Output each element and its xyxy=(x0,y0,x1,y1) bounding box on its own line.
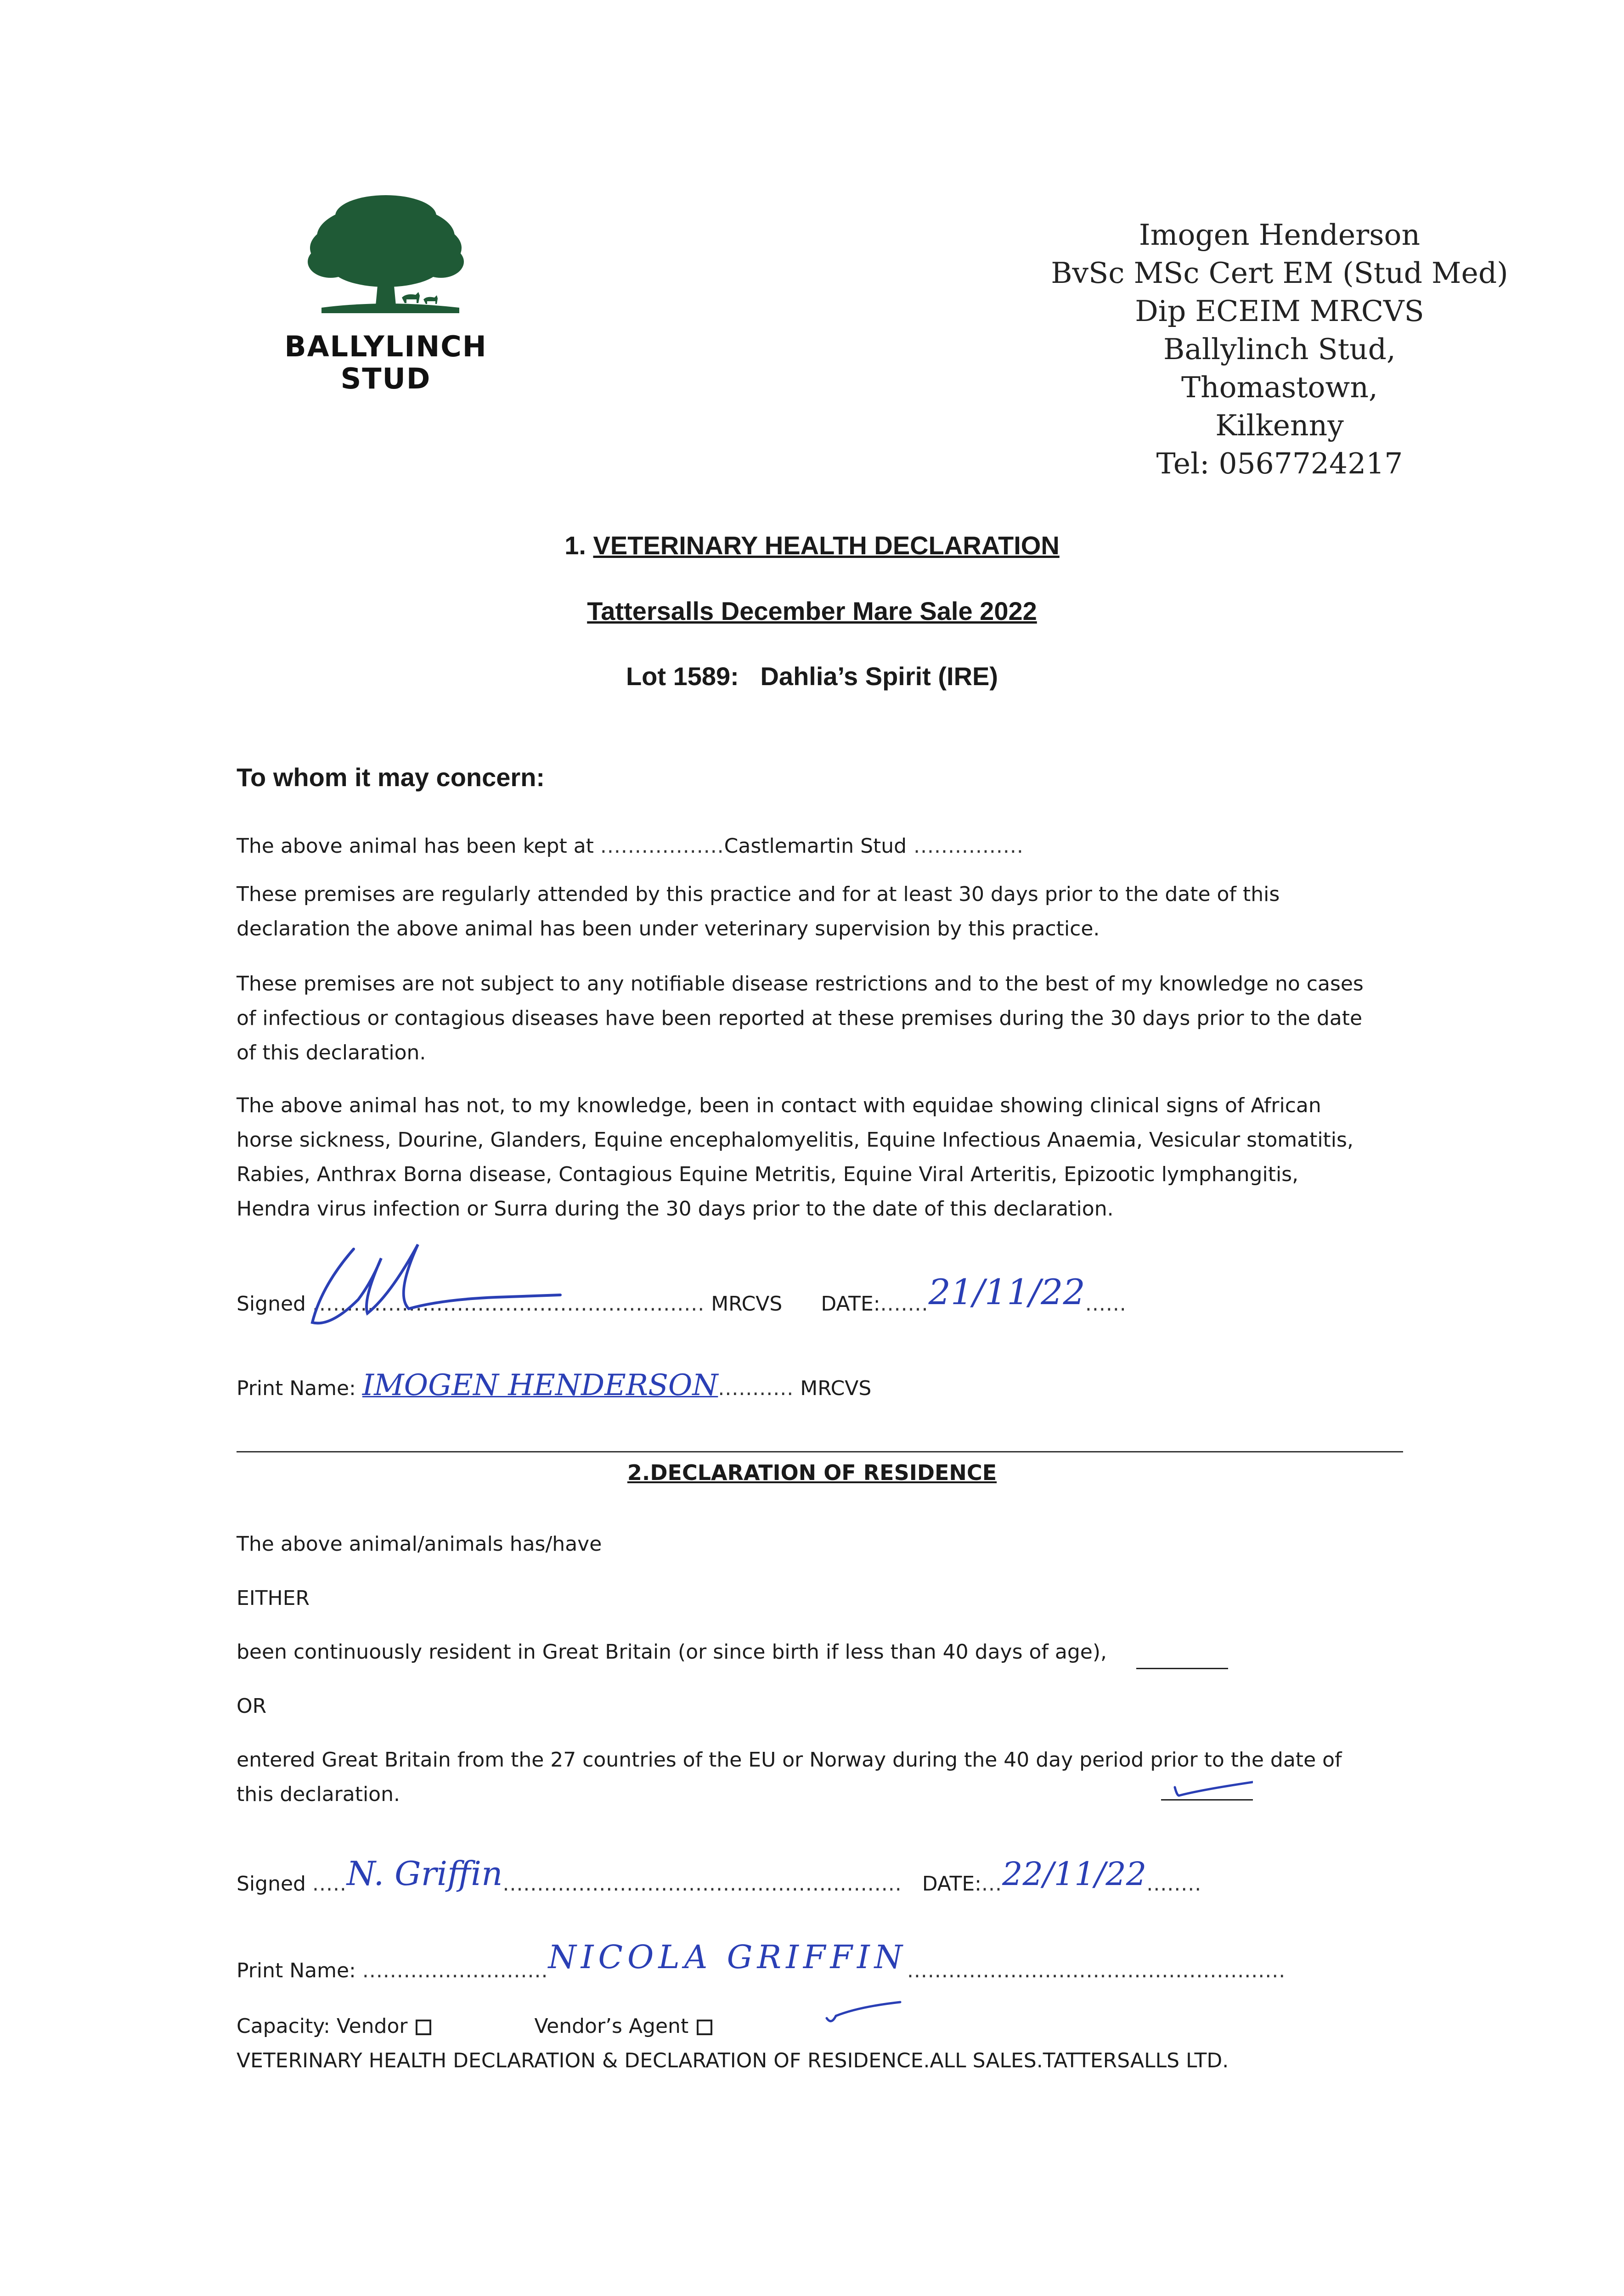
either-label: EITHER xyxy=(237,1587,310,1610)
vendor-checkbox[interactable] xyxy=(416,2020,431,2035)
signed-label: Signed xyxy=(237,1292,306,1316)
vet-qualifications-2: Dip ECEIM MRCVS xyxy=(1135,294,1424,328)
print-name-label: Print Name: xyxy=(237,1377,356,1400)
signed-label-2: Signed xyxy=(237,1872,306,1896)
kept-at-line: The above animal has been kept at ..................Castlemartin Stud ................ xyxy=(237,834,1024,858)
date-value: 21/11/22 xyxy=(928,1272,1085,1312)
kept-at-value: Castlemartin Stud xyxy=(724,834,907,858)
paragraph-line: of this declaration. xyxy=(237,1041,426,1064)
paragraph-line: declaration the above animal has been under veterinary supervision by this practice. xyxy=(237,917,1100,940)
vendor-agent-checkbox[interactable] xyxy=(697,2020,712,2035)
vet-print-name-row: Print Name: IMOGEN HENDERSON........... MRCVS xyxy=(237,1368,872,1402)
vet-signature-graphic xyxy=(303,1231,579,1341)
vet-address-2: Thomastown, xyxy=(1181,371,1378,404)
print-name-value: IMOGEN HENDERSON xyxy=(362,1368,718,1402)
oak-tree-icon xyxy=(303,193,468,321)
tick-mark-icon xyxy=(1161,1778,1253,1801)
vet-address-block xyxy=(1022,216,1537,483)
date-value-2: 22/11/22 xyxy=(1002,1855,1147,1893)
vendor-signature-row: Signed .....N. Griffin.......................................................... DATE:...22/11/22........ xyxy=(237,1854,1202,1896)
option-entered-blank[interactable] xyxy=(1161,1778,1253,1801)
or-label: OR xyxy=(237,1694,267,1718)
section1-title xyxy=(0,530,1624,560)
paragraph-line: horse sickness, Dourine, Glanders, Equine encephalomyelitis, Equine Infectious Anaemia, Vesicular stomatitis, xyxy=(237,1128,1353,1152)
option-resident-row xyxy=(237,1635,1412,1669)
logo-name-line1: BALLYLINCH xyxy=(284,330,487,363)
paragraph-line: this declaration. xyxy=(237,1783,400,1806)
mrcvs-label: MRCVS xyxy=(711,1292,783,1316)
option-resident-blank[interactable] xyxy=(1136,1649,1228,1669)
vendor-print-name-row: Print Name: ...........................NICOLA GRIFFIN....................................................... xyxy=(237,1938,1286,1982)
vet-name: Imogen Henderson xyxy=(1139,218,1421,252)
ballylinch-logo xyxy=(276,193,496,395)
paragraph-restrictions xyxy=(237,967,1412,1070)
sale-title: Tattersalls December Mare Sale 2022 xyxy=(587,597,1037,625)
paragraph-line: The above animal has not, to my knowledge, been in contact with equidae showing clinical signs of African xyxy=(237,1094,1321,1117)
section1-title-text: VETERINARY HEALTH DECLARATION xyxy=(593,531,1060,560)
vet-signature-row: Signed ......................................................... MRCVS DATE:.......21/11/22...... xyxy=(237,1272,1127,1316)
lot-title: Lot 1589: Dahlia’s Spirit (IRE) xyxy=(626,662,998,691)
footer-text: VETERINARY HEALTH DECLARATION & DECLARATION OF RESIDENCE.ALL SALES.TATTERSALLS LTD. xyxy=(237,2049,1229,2072)
paragraph-line: These premises are regularly attended by this practice and for at least 30 days prior to the date of this xyxy=(237,883,1280,906)
section1-number: 1. xyxy=(564,531,586,560)
residence-intro: The above animal/animals has/have xyxy=(237,1532,602,1556)
capacity-vendor-label: Capacity: Vendor xyxy=(237,2015,408,2038)
print-name-label-2: Print Name: xyxy=(237,1959,356,1982)
vendor-agent-label: Vendor’s Agent xyxy=(534,2015,689,2038)
agent-tick-mark-icon xyxy=(822,1998,905,2030)
vet-address-1: Ballylinch Stud, xyxy=(1163,332,1396,366)
section-divider xyxy=(237,1451,1403,1452)
vet-qualifications-1: BvSc MSc Cert EM (Stud Med) xyxy=(1051,256,1508,290)
option-resident-text: been continuously resident in Great Britain (or since birth if less than 40 days of age), xyxy=(237,1640,1107,1664)
vendor-print-name-value: NICOLA GRIFFIN xyxy=(548,1938,907,1976)
date-label-2: DATE: xyxy=(922,1872,981,1896)
vendor-signature-value: N. Griffin xyxy=(346,1854,503,1893)
date-label: DATE: xyxy=(821,1292,880,1316)
kept-at-label: The above animal has been kept at xyxy=(237,834,594,858)
vet-address-3: Kilkenny xyxy=(1215,409,1344,442)
option-entered-text xyxy=(237,1743,1412,1812)
mrcvs-label-2: MRCVS xyxy=(800,1377,872,1400)
paragraph-line: entered Great Britain from the 27 countries of the EU or Norway during the 40 day period prior to the date of xyxy=(237,1748,1342,1772)
logo-name-line2: STUD xyxy=(340,362,431,395)
salutation: To whom it may concern: xyxy=(237,763,545,792)
paragraph-supervision xyxy=(237,877,1412,946)
paragraph-contact xyxy=(237,1088,1412,1226)
section2-title: 2.DECLARATION OF RESIDENCE xyxy=(627,1460,997,1485)
paragraph-line: of infectious or contagious diseases have been reported at these premises during the 30 days prior to the date xyxy=(237,1007,1363,1030)
paragraph-line: These premises are not subject to any notifiable disease restrictions and to the best of my knowledge no cases xyxy=(237,972,1364,996)
paragraph-line: Hendra virus infection or Surra during the 30 days prior to the date of this declaration. xyxy=(237,1197,1114,1221)
vet-telephone: Tel: 0567724217 xyxy=(1156,447,1403,480)
paragraph-line: Rabies, Anthrax Borna disease, Contagious Equine Metritis, Equine Viral Arteritis, Epizootic lymphangitis, xyxy=(237,1163,1299,1186)
